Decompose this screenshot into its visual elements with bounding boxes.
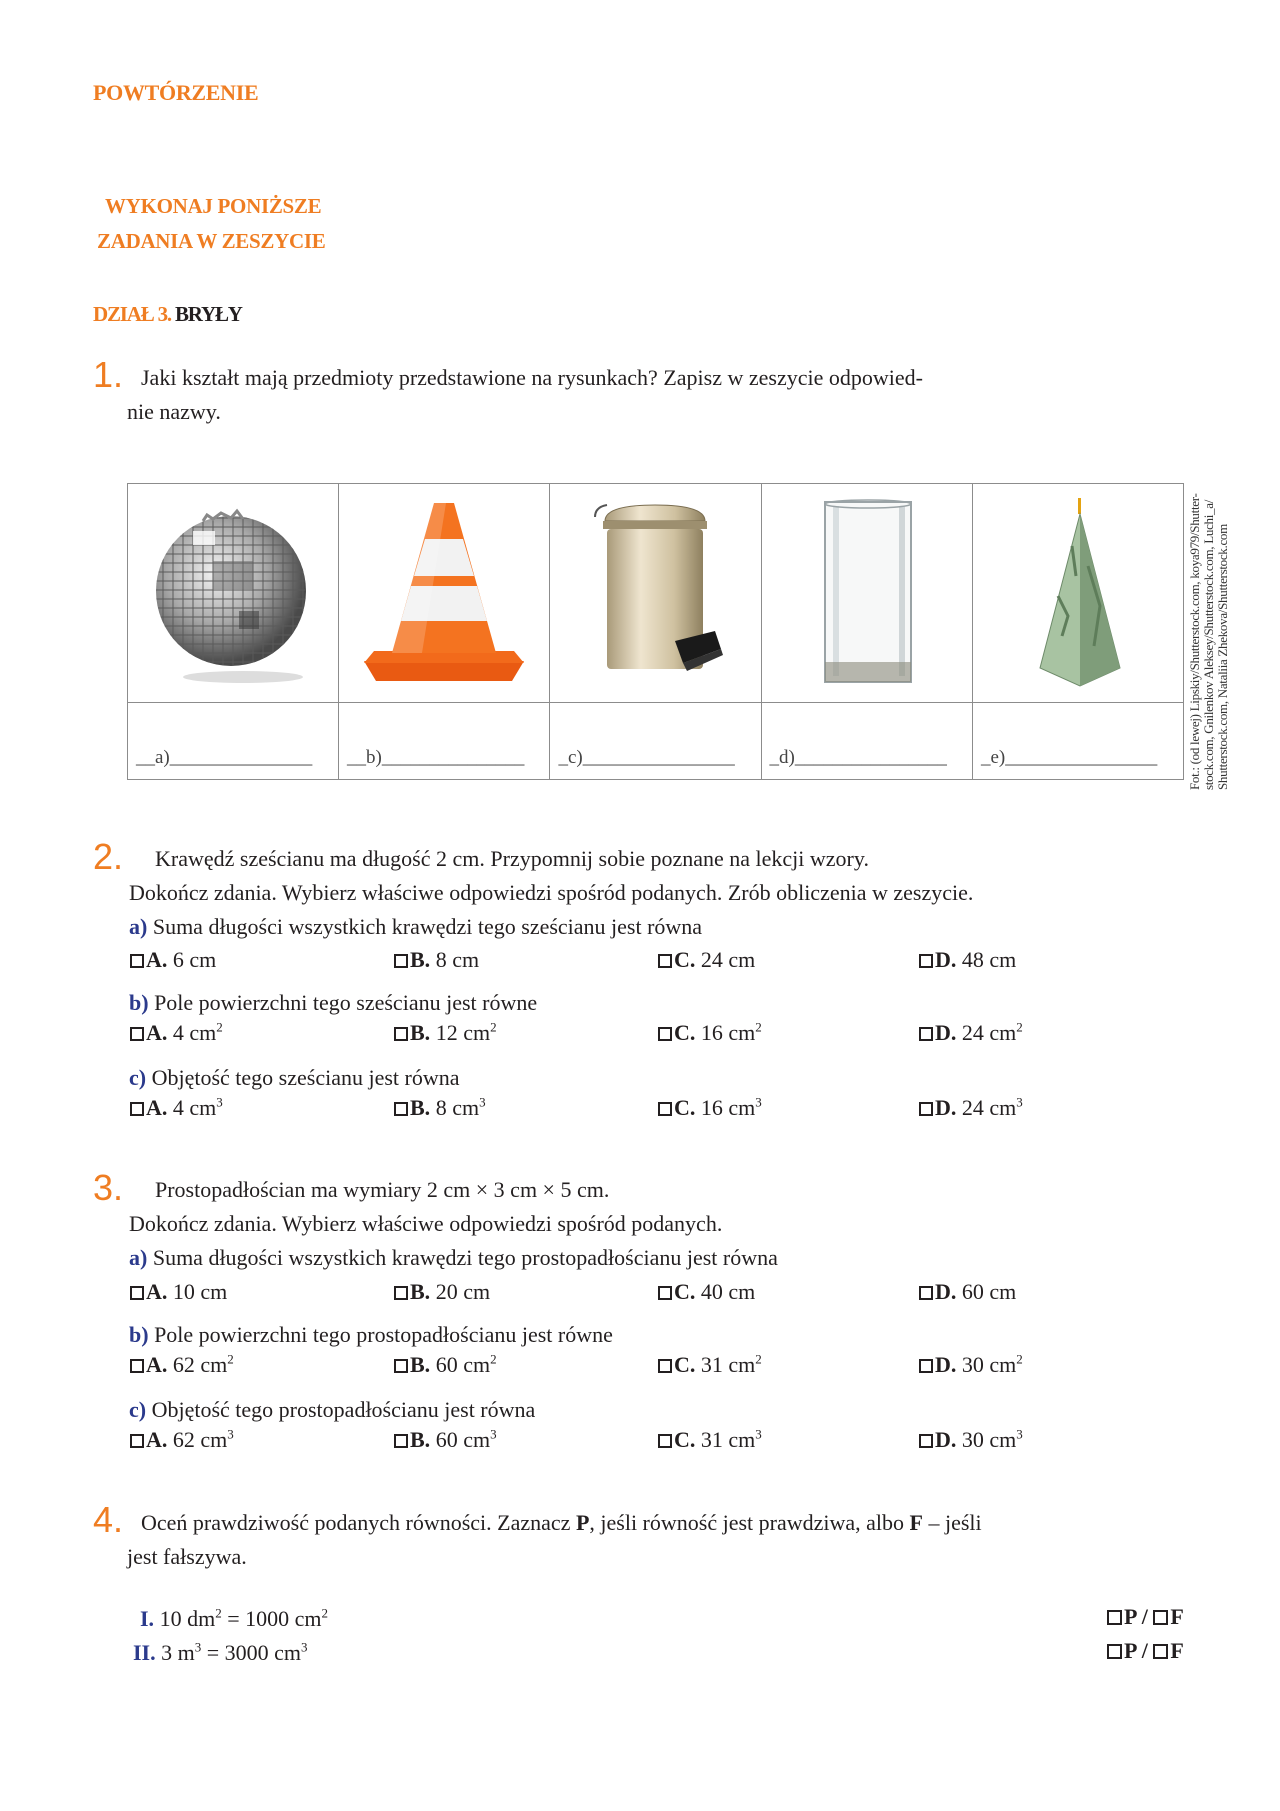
task-3c-option-b[interactable]: B. 60 $cm^3$ — [394, 1427, 497, 1453]
task-3b-option-d[interactable]: D. 30 $cm^2$ — [919, 1352, 1023, 1378]
image-cell-e — [972, 484, 1183, 703]
checkbox-icon[interactable] — [1107, 1644, 1122, 1659]
task-2b-option-b[interactable]: B. 12 $cm^2$ — [394, 1020, 497, 1046]
task-2c-option-b[interactable]: B. 8 $cm^3$ — [394, 1095, 486, 1121]
checkbox-icon[interactable] — [919, 1434, 933, 1448]
task-3c-option-d[interactable]: D. 30 $cm^3$ — [919, 1427, 1023, 1453]
task-3c-option-a[interactable]: A. 62 $cm^3$ — [130, 1427, 234, 1453]
subtask-text: Objętość tego prostopadłościanu jest równa — [151, 1397, 536, 1422]
subtask-letter: b) — [129, 990, 149, 1015]
task-3-line-2: Dokończ zdania. Wybierz właściwe odpowiedzi spośród podanych. — [129, 1211, 723, 1236]
checkbox-icon[interactable] — [658, 1102, 672, 1116]
checkbox-icon[interactable] — [1153, 1610, 1168, 1625]
chapter-heading — [93, 302, 242, 327]
checkbox-icon[interactable] — [919, 1102, 933, 1116]
chapter-name: BRYŁY — [174, 302, 242, 326]
checkbox-icon[interactable] — [130, 1286, 144, 1300]
task-3-line-1: Prostopadłościan ma wymiary 2 cm × 3 cm × 5 cm. — [155, 1177, 610, 1202]
subtask-text: Pole powierzchni tego sześcianu jest równe — [154, 990, 538, 1015]
checkbox-icon[interactable] — [919, 954, 933, 968]
equation-1-choice[interactable]: P / F — [1107, 1604, 1184, 1630]
image-table — [127, 483, 1184, 780]
subtask-letter: a) — [129, 1245, 148, 1270]
task-3a-option-b[interactable]: B. 20 cm — [394, 1279, 490, 1305]
subtask-text: Pole powierzchni tego prostopadłościanu jest równe — [154, 1322, 613, 1347]
checkbox-icon[interactable] — [658, 1286, 672, 1300]
chapter-prefix: DZIAŁ 3. — [93, 302, 171, 326]
task-2c-option-d[interactable]: D. 24 $cm^3$ — [919, 1095, 1023, 1121]
task-3a-option-c[interactable]: C. 40 cm — [658, 1279, 755, 1305]
checkbox-icon[interactable] — [1107, 1610, 1122, 1625]
subtask-letter: c) — [129, 1397, 147, 1422]
section-title: POWTÓRZENIE — [93, 80, 259, 105]
task-4-line-1: Oceń prawdziwość podanych równości. Zaznacz P, jeśli równość jest prawdziwa, albo F – jeśli — [141, 1510, 982, 1535]
task-2a-option-c[interactable]: C. 24 cm — [658, 947, 755, 973]
task-3b-question — [129, 1318, 613, 1352]
task-1-line-2: nie nazwy. — [127, 399, 221, 424]
checkbox-icon[interactable] — [919, 1286, 933, 1300]
task-2a-option-b[interactable]: B. 8 cm — [394, 947, 479, 973]
subtask-text: Suma długości wszystkich krawędzi tego prostopadłościanu jest równa — [152, 1245, 778, 1270]
task-3a-option-d[interactable]: D. 60 cm — [919, 1279, 1016, 1305]
task-3b-option-b[interactable]: B. 60 $cm^2$ — [394, 1352, 497, 1378]
instruction-line-1: WYKONAJ PONIŻSZE — [105, 194, 322, 218]
image-cell-d — [761, 484, 972, 703]
checkbox-icon[interactable] — [919, 1359, 933, 1373]
task-2a-option-d[interactable]: D. 48 cm — [919, 947, 1016, 973]
task-2-line-1: Krawędź sześcianu ma długość 2 cm. Przypomnij sobie poznane na lekcji wzory. — [155, 846, 869, 871]
checkbox-icon[interactable] — [394, 1286, 408, 1300]
checkbox-icon[interactable] — [130, 1027, 144, 1041]
task-1-line-1: Jaki kształt mają przedmioty przedstawione na rysunkach? Zapisz w zeszycie odpowied- — [141, 365, 923, 390]
checkbox-icon[interactable] — [394, 954, 408, 968]
traffic-cone-image — [354, 491, 534, 691]
task-3b-option-a[interactable]: A. 62 $cm^2$ — [130, 1352, 234, 1378]
subtask-letter: c) — [129, 1065, 147, 1090]
task-2c-question — [129, 1061, 460, 1095]
photo-credit: Fot.: (od lewej) Lipskiy/Shutterstock.com, koya979/Shutter-stock.com, Gnilenkov Aleksey/Shutterstock.com, Luchi_a/ Shutterstock.com, Nataliia Zhekova/Shutterstock.com — [1187, 493, 1230, 790]
answer-label-c: _c)________________ — [550, 703, 761, 780]
task-1-number: 1. — [93, 354, 124, 395]
checkbox-icon[interactable] — [130, 1102, 144, 1116]
checkbox-icon[interactable] — [130, 1359, 144, 1373]
subtask-letter: b) — [129, 1322, 149, 1347]
checkbox-icon[interactable] — [394, 1434, 408, 1448]
instruction-line-2: ZADANIA W ZESZYCIE — [97, 229, 326, 253]
subtask-text: Objętość tego sześcianu jest równa — [151, 1065, 460, 1090]
task-2a-question — [129, 910, 702, 944]
checkbox-icon[interactable] — [1153, 1644, 1168, 1659]
checkbox-icon[interactable] — [130, 954, 144, 968]
answer-label-e: _e)________________ — [972, 703, 1183, 780]
answer-label-b: __b)_______________ — [339, 703, 550, 780]
checkbox-icon[interactable] — [658, 1359, 672, 1373]
checkbox-icon[interactable] — [130, 1434, 144, 1448]
task-3b-option-c[interactable]: C. 31 $cm^2$ — [658, 1352, 762, 1378]
checkbox-icon[interactable] — [394, 1359, 408, 1373]
equation-1: I. 10 $dm^2 = 1000$ $cm^2$ — [140, 1605, 328, 1631]
checkbox-icon[interactable] — [658, 954, 672, 968]
task-3a-question — [129, 1241, 778, 1275]
task-2c-option-c[interactable]: C. 16 $cm^3$ — [658, 1095, 762, 1121]
checkbox-icon[interactable] — [394, 1027, 408, 1041]
answer-label-a: __a)_______________ — [128, 703, 339, 780]
task-3a-option-a[interactable]: A. 10 cm — [130, 1279, 227, 1305]
task-2c-option-a[interactable]: A. 4 $cm^3$ — [130, 1095, 223, 1121]
task-2-line-2: Dokończ zdania. Wybierz właściwe odpowiedzi spośród podanych. Zrób obliczenia w zeszycie. — [129, 880, 974, 905]
checkbox-icon[interactable] — [658, 1434, 672, 1448]
task-2a-option-a[interactable]: A. 6 cm — [130, 947, 216, 973]
equation-2-choice[interactable]: P / F — [1107, 1638, 1184, 1664]
equation-2: II. 3 $m^3 = 3000$ $cm^3$ — [133, 1639, 308, 1665]
checkbox-icon[interactable] — [919, 1027, 933, 1041]
task-3c-question — [129, 1393, 535, 1427]
task-3c-option-c[interactable]: C. 31 $cm^3$ — [658, 1427, 762, 1453]
task-2b-question — [129, 986, 537, 1020]
answer-label-d: _d)________________ — [761, 703, 972, 780]
image-cell-c — [550, 484, 761, 703]
checkbox-icon[interactable] — [658, 1027, 672, 1041]
image-cell-b — [339, 484, 550, 703]
task-2b-option-d[interactable]: D. 24 $cm^2$ — [919, 1020, 1023, 1046]
task-2b-option-a[interactable]: A. 4 $cm^2$ — [130, 1020, 223, 1046]
subtask-letter: a) — [129, 914, 148, 939]
checkbox-icon[interactable] — [394, 1102, 408, 1116]
task-2b-option-c[interactable]: C. 16 $cm^2$ — [658, 1020, 762, 1046]
task-4-number: 4. — [93, 1499, 124, 1540]
image-cell-a — [128, 484, 339, 703]
glass-vase-image — [777, 486, 957, 696]
disco-ball-image — [143, 491, 323, 691]
trash-bin-image — [565, 491, 745, 691]
task-4-line-2: jest fałszywa. — [127, 1544, 247, 1569]
task-2-number: 2. — [93, 836, 124, 877]
task-3-number: 3. — [93, 1167, 124, 1208]
subtask-text: Suma długości wszystkich krawędzi tego sześcianu jest równa — [152, 914, 703, 939]
pyramid-candle-image — [988, 486, 1168, 696]
